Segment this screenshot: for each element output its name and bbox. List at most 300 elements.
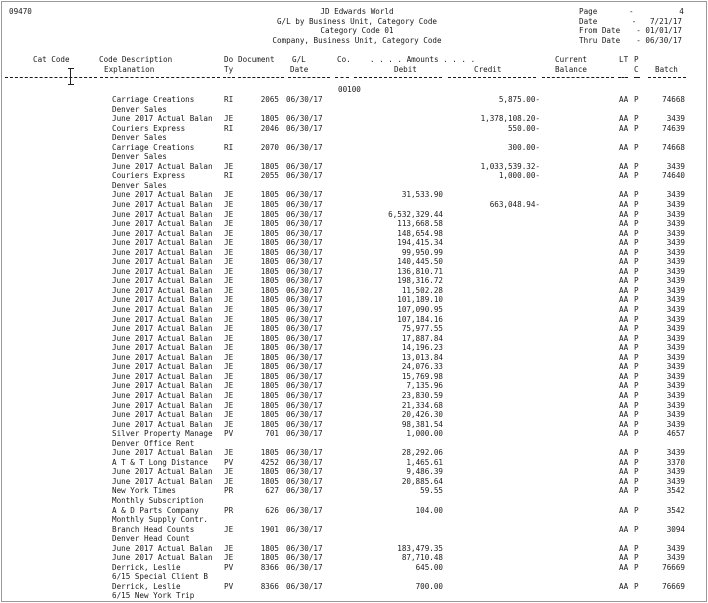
row-doc-type: JE	[224, 190, 234, 200]
row-document-number: 1805	[260, 553, 279, 563]
row-ledger-type: AA	[619, 200, 629, 210]
row-posted-code: P	[634, 95, 639, 104]
row-batch: 3439	[666, 352, 685, 362]
row-debit: 9,486.39	[406, 467, 443, 477]
row-gl-date: 06/30/17	[286, 448, 323, 458]
row-batch: 3439	[666, 200, 685, 210]
table-row	[2, 553, 706, 563]
col-code-description: Code Description	[99, 55, 173, 64]
row-document-number: 1805	[260, 400, 279, 410]
row-posted-code: P	[634, 448, 639, 458]
row-gl-date: 06/30/17	[286, 476, 323, 486]
row-ledger-type: AA	[619, 266, 629, 276]
row-description: June 2017 Actual Balan	[112, 266, 213, 276]
row-ledger-type: AA	[619, 209, 629, 219]
col-cat-code: Cat Code	[33, 55, 70, 64]
row-debit: 136,810.71	[397, 266, 443, 276]
row-description: Derrick, Leslie	[112, 581, 181, 591]
row-doc-type: JE	[224, 200, 234, 210]
row-batch: 74640	[662, 171, 685, 181]
row-batch: 3439	[666, 190, 685, 200]
row-credit: 550.00-	[507, 123, 540, 133]
row-batch: 3439	[666, 209, 685, 219]
row-doc-type: JE	[224, 219, 234, 229]
from-date-value: - 01/01/17	[636, 26, 682, 35]
table-row	[2, 190, 706, 200]
row-ledger-type: AA	[619, 95, 629, 104]
row-gl-date: 06/30/17	[286, 114, 323, 124]
row-posted-code: P	[634, 161, 639, 171]
row-description: June 2017 Actual Balan	[112, 295, 213, 305]
row-posted-code: P	[634, 476, 639, 486]
row-gl-date: 06/30/17	[286, 581, 323, 591]
row-document-number: 1805	[260, 314, 279, 324]
row-description: June 2017 Actual Balan	[112, 553, 213, 563]
row-gl-date: 06/30/17	[286, 285, 323, 295]
row-posted-code: P	[634, 333, 639, 343]
row-description: A T & T Long Distance	[112, 457, 209, 467]
row-posted-code: P	[634, 410, 639, 420]
row-ledger-type: AA	[619, 400, 629, 410]
row-gl-date: 06/30/17	[286, 381, 323, 391]
row-ledger-type: AA	[619, 429, 629, 439]
row-description: June 2017 Actual Balan	[112, 371, 213, 381]
row-description: June 2017 Actual Balan	[112, 200, 213, 210]
table-row	[2, 448, 706, 458]
row-posted-code: P	[634, 457, 639, 467]
row-debit: 183,479.35	[397, 543, 443, 553]
row-document-number: 1805	[260, 247, 279, 257]
row-doc-type: PV	[224, 429, 234, 439]
row-posted-code: P	[634, 285, 639, 295]
row-batch: 3439	[666, 543, 685, 553]
row-debit: 23,830.59	[401, 390, 443, 400]
row-credit: 1,033,539.32-	[480, 161, 540, 171]
row-debit: 645.00	[415, 562, 443, 572]
row-ledger-type: AA	[619, 219, 629, 229]
row-ledger-type: AA	[619, 314, 629, 324]
table-row	[2, 334, 706, 344]
row-batch: 3439	[666, 419, 685, 429]
row-posted-code: P	[634, 123, 639, 133]
row-ledger-type: AA	[619, 324, 629, 334]
row-ledger-type: AA	[619, 190, 629, 200]
row-doc-type: JE	[224, 448, 234, 458]
row-document-number: 1805	[260, 371, 279, 381]
row-debit: 113,668.58	[397, 219, 443, 229]
row-ledger-type: AA	[619, 257, 629, 267]
row-ledger-type: AA	[619, 410, 629, 420]
row-batch: 76669	[662, 581, 685, 591]
row-document-number: 626	[265, 505, 279, 515]
table-row	[2, 105, 706, 115]
table-row	[2, 525, 706, 535]
table-row	[2, 439, 706, 449]
row-document-number: 1805	[260, 295, 279, 305]
row-description: 6/15 Special Client B	[112, 572, 209, 582]
row-batch: 3094	[666, 524, 685, 534]
row-description: June 2017 Actual Balan	[112, 476, 213, 486]
row-ledger-type: AA	[619, 114, 629, 124]
row-posted-code: P	[634, 371, 639, 381]
col-lt: LT	[619, 55, 629, 64]
divider-date	[288, 77, 330, 78]
row-document-number: 1805	[260, 305, 279, 315]
row-posted-code: P	[634, 400, 639, 410]
table-row	[2, 391, 706, 401]
row-document-number: 8366	[260, 562, 279, 572]
row-debit: 21,334.68	[401, 400, 443, 410]
row-document-number: 1901	[260, 524, 279, 534]
row-posted-code: P	[634, 305, 639, 315]
row-description: Derrick, Leslie	[112, 562, 181, 572]
row-gl-date: 06/30/17	[286, 276, 323, 286]
row-doc-type: PR	[224, 486, 234, 496]
col-co: Co.	[337, 55, 351, 64]
row-gl-date: 06/30/17	[286, 161, 323, 171]
col-explanation: Explanation	[104, 65, 155, 74]
row-debit: 87,710.48	[401, 553, 443, 563]
table-row	[2, 582, 706, 592]
row-ledger-type: AA	[619, 161, 629, 171]
divider-debit	[354, 77, 442, 78]
row-doc-type: JE	[224, 467, 234, 477]
col-credit: Credit	[474, 65, 502, 74]
row-ledger-type: AA	[619, 295, 629, 305]
row-document-number: 1805	[260, 333, 279, 343]
row-debit: 20,885.64	[401, 476, 443, 486]
row-batch: 3439	[666, 448, 685, 458]
row-document-number: 1805	[260, 352, 279, 362]
row-ledger-type: AA	[619, 285, 629, 295]
row-ledger-type: AA	[619, 171, 629, 181]
row-doc-type: RI	[224, 142, 234, 152]
table-row	[2, 429, 706, 439]
row-description: June 2017 Actual Balan	[112, 161, 213, 171]
report-title-2: G/L by Business Unit, Category Code	[276, 16, 437, 26]
row-ledger-type: AA	[619, 343, 629, 353]
row-posted-code: P	[634, 505, 639, 515]
row-document-number: 1805	[260, 476, 279, 486]
row-doc-type: JE	[224, 209, 234, 219]
row-doc-type: JE	[224, 543, 234, 553]
row-batch: 3439	[666, 295, 685, 305]
table-row	[2, 372, 706, 382]
row-description: June 2017 Actual Balan	[112, 324, 213, 334]
row-doc-type: JE	[224, 257, 234, 267]
row-doc-type: JE	[224, 476, 234, 486]
row-doc-type: JE	[224, 266, 234, 276]
column-header	[2, 55, 706, 85]
row-debit: 140,445.50	[397, 257, 443, 267]
row-description: June 2017 Actual Balan	[112, 448, 213, 458]
row-document-number: 1805	[260, 543, 279, 553]
col-batch: Batch	[655, 65, 678, 74]
row-doc-type: JE	[224, 228, 234, 238]
row-debit: 24,076.33	[401, 362, 443, 372]
row-batch: 3439	[666, 400, 685, 410]
table-row	[2, 295, 706, 305]
row-description: 6/15 New York Trip	[112, 591, 195, 601]
row-posted-code: P	[634, 581, 639, 591]
row-description: June 2017 Actual Balan	[112, 467, 213, 477]
row-posted-code: P	[634, 390, 639, 400]
row-doc-type: JE	[224, 247, 234, 257]
row-posted-code: P	[634, 324, 639, 334]
row-batch: 3370	[666, 457, 685, 467]
row-ledger-type: AA	[619, 524, 629, 534]
col-current: Current	[555, 55, 588, 64]
row-doc-type: JE	[224, 305, 234, 315]
row-document-number: 1805	[260, 200, 279, 210]
row-ledger-type: AA	[619, 562, 629, 572]
row-gl-date: 06/30/17	[286, 400, 323, 410]
row-document-number: 1805	[260, 266, 279, 276]
table-row	[2, 420, 706, 430]
row-posted-code: P	[634, 276, 639, 286]
table-row	[2, 124, 706, 134]
row-posted-code: P	[634, 219, 639, 229]
row-description: June 2017 Actual Balan	[112, 343, 213, 353]
row-ledger-type: AA	[619, 553, 629, 563]
row-ledger-type: AA	[619, 381, 629, 391]
row-debit: 31,533.90	[401, 190, 443, 200]
row-doc-type: JE	[224, 553, 234, 563]
row-description: Monthly Supply Contr.	[112, 515, 209, 525]
row-doc-type: JE	[224, 161, 234, 171]
row-posted-code: P	[634, 381, 639, 391]
row-posted-code: P	[634, 171, 639, 181]
row-gl-date: 06/30/17	[286, 457, 323, 467]
table-row	[2, 343, 706, 353]
row-batch: 3439	[666, 247, 685, 257]
row-posted-code: P	[634, 142, 639, 152]
row-description: June 2017 Actual Balan	[112, 410, 213, 420]
divider-credit	[448, 77, 536, 78]
row-posted-code: P	[634, 362, 639, 372]
row-posted-code: P	[634, 352, 639, 362]
table-row	[2, 238, 706, 248]
from-date-label: From Date	[579, 26, 621, 35]
row-gl-date: 06/30/17	[286, 467, 323, 477]
table-row	[2, 305, 706, 315]
row-gl-date: 06/30/17	[286, 390, 323, 400]
row-posted-code: P	[634, 228, 639, 238]
row-batch: 3439	[666, 238, 685, 248]
row-description: A & D Parts Company	[112, 505, 199, 515]
row-description: Denver Sales	[112, 152, 167, 162]
row-document-number: 1805	[260, 161, 279, 171]
row-gl-date: 06/30/17	[286, 142, 323, 152]
row-document-number: 2070	[260, 142, 279, 152]
row-batch: 3439	[666, 266, 685, 276]
row-debit: 700.00	[415, 581, 443, 591]
row-gl-date: 06/30/17	[286, 295, 323, 305]
row-description: Denver Sales	[112, 104, 167, 114]
col-do: Do	[224, 55, 234, 64]
table-row	[2, 467, 706, 477]
row-document-number: 701	[265, 429, 279, 439]
row-document-number: 1805	[260, 238, 279, 248]
row-gl-date: 06/30/17	[286, 247, 323, 257]
row-debit: 59.55	[420, 486, 443, 496]
row-debit: 7,135.96	[406, 381, 443, 391]
row-doc-type: PV	[224, 562, 234, 572]
table-row	[2, 563, 706, 573]
row-batch: 3439	[666, 333, 685, 343]
row-ledger-type: AA	[619, 228, 629, 238]
row-debit: 13,013.84	[401, 352, 443, 362]
table-row	[2, 181, 706, 191]
row-debit: 107,184.16	[397, 314, 443, 324]
row-debit: 148,654.98	[397, 228, 443, 238]
table-row	[2, 496, 706, 506]
row-debit: 14,196.23	[401, 343, 443, 353]
thru-date-label: Thru Date	[579, 35, 621, 45]
report-title-4: Company, Business Unit, Category Code	[272, 35, 442, 45]
row-batch: 3439	[666, 343, 685, 353]
row-posted-code: P	[634, 314, 639, 324]
row-doc-type: JE	[224, 333, 234, 343]
row-description: June 2017 Actual Balan	[112, 419, 213, 429]
row-description: June 2017 Actual Balan	[112, 400, 213, 410]
row-description: June 2017 Actual Balan	[112, 543, 213, 553]
row-doc-type: JE	[224, 285, 234, 295]
divider-batch	[648, 77, 686, 78]
row-doc-type: RI	[224, 123, 234, 133]
report-rows	[2, 95, 706, 601]
date-value: - 7/21/17	[631, 16, 682, 26]
row-doc-type: PV	[224, 581, 234, 591]
row-document-number: 627	[265, 486, 279, 496]
row-ledger-type: AA	[619, 333, 629, 343]
row-description: June 2017 Actual Balan	[112, 381, 213, 391]
row-ledger-type: AA	[619, 276, 629, 286]
date-label: Date	[579, 16, 598, 26]
table-row	[2, 515, 706, 525]
row-debit: 99,950.99	[401, 247, 443, 257]
row-ledger-type: AA	[619, 543, 629, 553]
row-batch: 3439	[666, 381, 685, 391]
row-batch: 3439	[666, 228, 685, 238]
row-doc-type: JE	[224, 419, 234, 429]
table-row	[2, 95, 706, 105]
row-doc-type: JE	[224, 390, 234, 400]
table-row	[2, 486, 706, 496]
row-description: June 2017 Actual Balan	[112, 190, 213, 200]
table-row	[2, 133, 706, 143]
row-debit: 6,532,329.44	[388, 209, 443, 219]
row-debit: 75,977.55	[401, 324, 443, 334]
row-description: Denver Head Count	[112, 534, 190, 544]
row-description: June 2017 Actual Balan	[112, 333, 213, 343]
row-ledger-type: AA	[619, 305, 629, 315]
row-document-number: 1805	[260, 276, 279, 286]
row-description: June 2017 Actual Balan	[112, 228, 213, 238]
row-description: June 2017 Actual Balan	[112, 314, 213, 324]
table-row	[2, 410, 706, 420]
col-balance: Balance	[555, 65, 588, 74]
row-ledger-type: AA	[619, 476, 629, 486]
row-document-number: 1805	[260, 390, 279, 400]
row-gl-date: 06/30/17	[286, 371, 323, 381]
row-document-number: 1805	[260, 448, 279, 458]
row-ledger-type: AA	[619, 419, 629, 429]
row-debit: 15,769.98	[401, 371, 443, 381]
row-description: June 2017 Actual Balan	[112, 114, 213, 124]
row-ledger-type: AA	[619, 362, 629, 372]
row-document-number: 1805	[260, 467, 279, 477]
col-date: Date	[290, 65, 309, 74]
section-code: 00100	[338, 85, 361, 94]
row-document-number: 1805	[260, 209, 279, 219]
row-document-number: 1805	[260, 410, 279, 420]
row-debit: 1,465.61	[406, 457, 443, 467]
divider-lt	[618, 77, 628, 78]
row-debit: 28,292.06	[401, 448, 443, 458]
row-batch: 3439	[666, 276, 685, 286]
table-row	[2, 324, 706, 334]
row-description: June 2017 Actual Balan	[112, 238, 213, 248]
row-gl-date: 06/30/17	[286, 505, 323, 515]
row-document-number: 1805	[260, 257, 279, 267]
row-posted-code: P	[634, 543, 639, 553]
row-ledger-type: AA	[619, 352, 629, 362]
row-description: June 2017 Actual Balan	[112, 362, 213, 372]
row-batch: 3439	[666, 285, 685, 295]
row-posted-code: P	[634, 524, 639, 534]
row-batch: 3439	[666, 257, 685, 267]
row-document-number: 1805	[260, 190, 279, 200]
row-gl-date: 06/30/17	[286, 209, 323, 219]
row-batch: 3542	[666, 486, 685, 496]
row-description: Monthly Subscription	[112, 495, 204, 505]
row-batch: 3439	[666, 324, 685, 334]
row-description: June 2017 Actual Balan	[112, 247, 213, 257]
col-gl: G/L	[292, 55, 306, 64]
table-row	[2, 210, 706, 220]
row-gl-date: 06/30/17	[286, 314, 323, 324]
table-row	[2, 401, 706, 411]
table-row	[2, 219, 706, 229]
row-batch: 3439	[666, 476, 685, 486]
row-description: June 2017 Actual Balan	[112, 209, 213, 219]
row-description: Silver Property Manage	[112, 429, 213, 439]
row-batch: 3439	[666, 305, 685, 315]
row-posted-code: P	[634, 209, 639, 219]
report-id: 09470	[9, 7, 32, 16]
table-row	[2, 143, 706, 153]
row-posted-code: P	[634, 295, 639, 305]
table-row	[2, 534, 706, 544]
table-row	[2, 276, 706, 286]
row-gl-date: 06/30/17	[286, 362, 323, 372]
row-debit: 1,000.00	[406, 429, 443, 439]
row-description: Branch Head Counts	[112, 524, 195, 534]
table-row	[2, 381, 706, 391]
row-gl-date: 06/30/17	[286, 524, 323, 534]
table-row	[2, 248, 706, 258]
row-document-number: 2055	[260, 171, 279, 181]
text-cursor-icon	[68, 68, 74, 85]
row-doc-type: JE	[224, 114, 234, 124]
divider-explanation	[100, 77, 220, 78]
row-document-number: 1805	[260, 324, 279, 334]
row-batch: 3439	[666, 553, 685, 563]
table-row	[2, 572, 706, 582]
row-posted-code: P	[634, 114, 639, 124]
row-ledger-type: AA	[619, 486, 629, 496]
